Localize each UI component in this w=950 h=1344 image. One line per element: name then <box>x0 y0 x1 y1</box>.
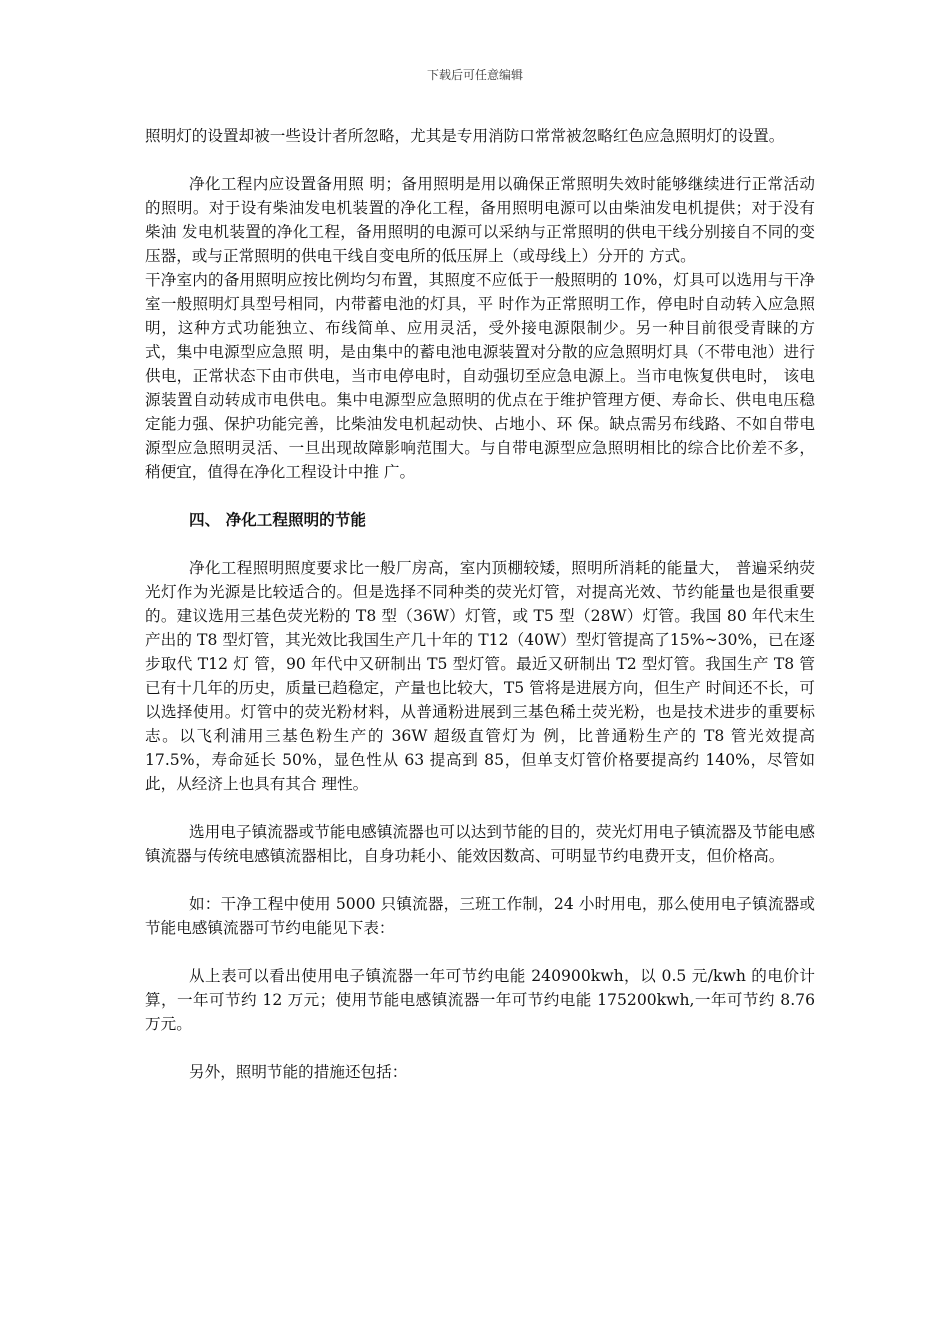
page-header: 下载后可任意编辑 <box>426 68 523 82</box>
paragraph-ballast-example: 如：干净工程中使用 5000 只镇流器，三班工作制，24 小时用电，那么使用电子镇流器或节能电感镇流器可节约电能见下表： <box>145 895 815 937</box>
paragraph-fluorescent-lamps: 净化工程照明照度要求比一般厂房高，室内顶棚较矮，照明所消耗的能量大， 普遍采纳荧光灯作为光源是比较适合的。但是选择不同种类的荧光灯管，对提高光效、节约能量也是很重要的。建议选用三基色荧光粉的 T8 型（36W）灯管，或 T5 型（28W）灯管。我国 80 年代末生产出的 T8 型灯管，其光效比我国生产几十年的 T12（40W）型灯管提高了15%~30%，已在逐步取代 T12 灯 管，90 年代中又研制出 T5 型灯管。最近又研制出 T2 型灯管。我国生产 T8 管已有十几年的历史，质量已趋稳定，产量也比较大，T5 管将是进展方向，但生产 时间还不长，可以选择使用。灯管中的荧光粉材料，从普通粉进展到三基色稀土荧光粉，也是技术进步的重要标志。以飞利浦用三基色粉生产的 36W 超级直管灯为 例，比普通粉生产的 T8 管光效提高 17.5%，寿命延长 50%，显色性从 63 提高到 85，但单支灯管价格要提高约 140%，尽管如此，从经济上也具有其合 理性。 <box>145 559 815 793</box>
paragraph-cleanroom-backup-lighting: 干净室内的备用照明应按比例均匀布置，其照度不应低于一般照明的 10%，灯具可以选用与干净室一般照明灯具型号相同，内带蓄电池的灯具，平 时作为正常照明工作，停电时自动转入应急照明，这种方式功能独立、布线简单、应用灵活，受外接电源限制少。另一种目前很受青睐的方式，集中电源型应急照 明，是由集中的蓄电池电源装置对分散的应急照明灯具（不带电池）进行供电，正常状态下由市供电，当市电停电时，自动强切至应急电源上。当市电恢复供电时， 该电源装置自动转成市电供电。集中电源型应急照明的优点在于维护管理方便、寿命长、供电电压稳定能力强、保护功能完善，比柴油发电机起动快、占地小、环 保。缺点需另布线路、不如自带电源型应急照明灵活、一旦出现故障影响范围大。与自带电源型应急照明相比的综合比价差不多，稍便宜，值得在净化工程设计中推 广。 <box>145 271 815 481</box>
paragraph-other-measures: 另外，照明节能的措施还包括： <box>189 1063 408 1081</box>
paragraph-ballasts: 选用电子镇流器或节能电感镇流器也可以达到节能的目的，荧光灯用电子镇流器及节能电感镇流器与传统电感镇流器相比，自身功耗小、能效因数高、可明显节约电费开支，但价格高。 <box>145 823 815 865</box>
paragraph-backup-lighting: 净化工程内应设置备用照 明；备用照明是用以确保正常照明失效时能够继续进行正常活动的照明。对于设有柴油发电机装置的净化工程，备用照明电源可以由柴油发电机提供；对于没有柴油 发电机装置的净化工程，备用照明的电源可以采纳与正常照明的供电干线分别接自不同的变压器，或与正常照明的供电干线自变电所的低压屏上（或母线上）分开的 方式。 <box>145 175 815 265</box>
paragraph-savings-calculation: 从上表可以看出使用电子镇流器一年可节约电能 240900kwh，以 0.5 元/kwh 的电价计算，一年可节约 12 万元；使用节能电感镇流器一年可节约电能 175200kwh,一年可节约 8.76 万元。 <box>145 967 815 1033</box>
section-heading-energy-saving: 四、 净化工程照明的节能 <box>189 511 366 529</box>
paragraph-emergency-lighting-setup: 照明灯的设置却被一些设计者所忽略，尤其是专用消防口常常被忽略红色应急照明灯的设置。 <box>145 127 785 145</box>
document-body <box>145 124 815 1084</box>
